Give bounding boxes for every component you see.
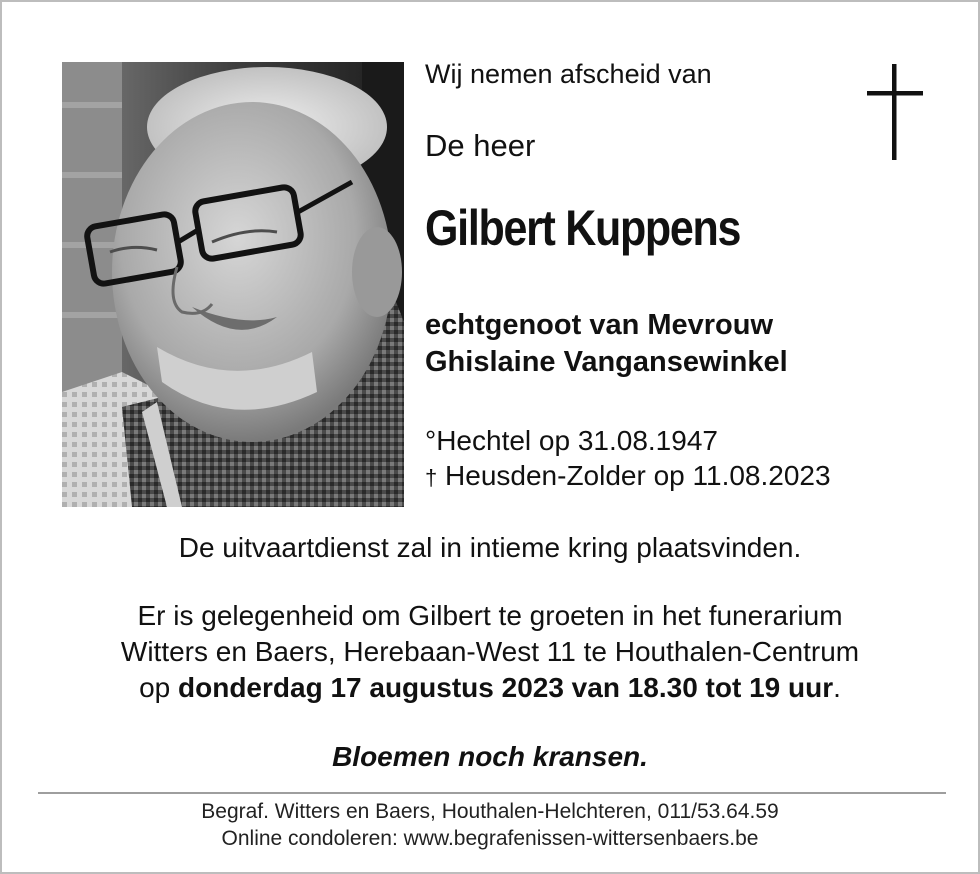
spouse-line-2: Ghislaine Vangansewinkel [425, 346, 788, 378]
visitation-line-1: Er is gelegenheid om Gilbert te groeten in het funerarium [137, 600, 843, 631]
visitation-info [2, 598, 978, 706]
visitation-prefix: op [139, 672, 171, 703]
birth-date: °Hechtel op 31.08.1947 [425, 425, 718, 456]
online-condolence-line: Online condoleren: www.begrafenissen-wittersenbaers.be [221, 827, 759, 850]
deceased-name: Gilbert Kuppens [425, 200, 741, 256]
visitation-datetime: donderdag 17 augustus 2023 van 18.30 tot 19 uur [178, 672, 834, 703]
visitation-line-2: Witters en Baers, Herebaan-West 11 te Houthalen-Centrum [120, 636, 860, 667]
flowers-note: Bloemen noch kransen. [332, 741, 648, 772]
honorific: De heer [425, 128, 536, 163]
intro-text: Wij nemen afscheid van [425, 59, 712, 89]
footer [2, 798, 978, 852]
visitation-suffix: . [833, 672, 841, 703]
spouse-info [425, 307, 788, 381]
funeral-director-line: Begraf. Witters en Baers, Houthalen-Helchteren, 011/53.64.59 [201, 800, 779, 823]
latin-cross-icon [867, 64, 923, 160]
dagger-icon: † [425, 465, 438, 490]
portrait-photo-graphic [62, 62, 404, 507]
service-note: De uitvaartdienst zal in intieme kring plaatsvinden. [178, 532, 802, 563]
death-date [425, 458, 831, 495]
spouse-line-1: echtgenoot van Mevrouw [425, 309, 774, 341]
death-date-text: Heusden-Zolder op 11.08.2023 [445, 460, 831, 491]
portrait-photo [62, 62, 404, 507]
footer-divider [38, 792, 946, 794]
life-dates [425, 423, 831, 495]
visitation-line-3 [2, 670, 978, 706]
